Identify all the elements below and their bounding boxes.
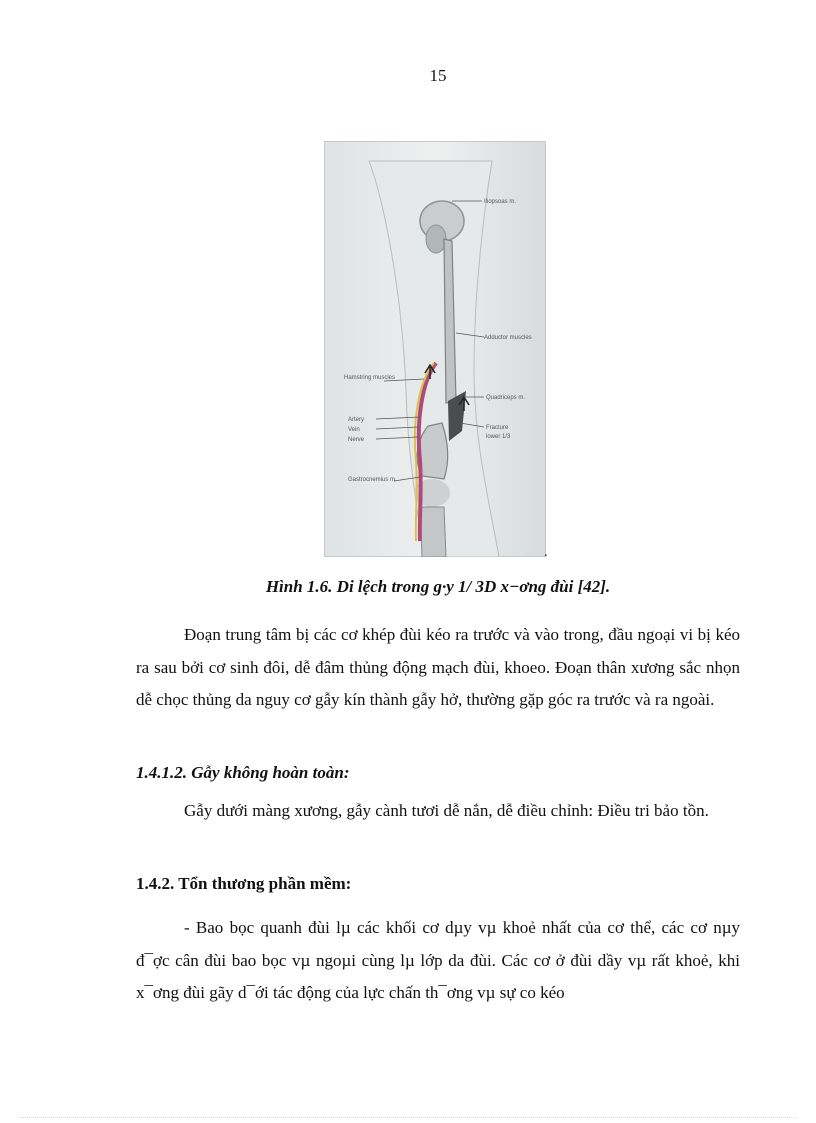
label-artery: Artery [348,417,365,423]
femur-fracture-illustration [324,141,546,557]
heading-incomplete-fracture: 1.4.1.2. Gẫy không hoàn toàn: [136,763,350,782]
paragraph-displacement-text: Đoạn trung tâm bị các cơ khép đùi kéo ra trước và vào trong, đầu ngoại vi bị kéo ra sau bởi cơ sinh đôi, dễ đâm thủng động mạch đùi, khoeo. Đoạn thân xương sắc nhọn dễ chọc thủng da nguy cơ gẫy kín thành gẫy hở, thường gặp góc ra trước và ra ngoài. [136,625,740,709]
paragraph-displacement [136,619,740,717]
label-iliopsoas: Iliopsoas m. [484,199,517,205]
label-quadriceps: Quadriceps m. [486,395,526,401]
paragraph-incomplete-fracture [136,795,740,828]
figure-dot: . [544,545,548,560]
page-bottom-border [20,1117,796,1118]
label-fracture-lower: lower 1/3 [486,434,511,440]
label-hamstring: Hamstring muscles [344,375,396,381]
femur-illustration-svg [324,141,546,557]
tibia [420,507,446,557]
label-adductor: Adductor muscles [484,335,532,341]
paragraph-incomplete-fracture-text: Gẫy dưới màng xương, gẫy cành tươi dễ nắn, dễ điều chỉnh: Điều tri bảo tồn. [184,801,709,820]
label-gastrocnemius: Gastrocnemius m. [348,477,397,483]
label-fracture: Fracture [486,425,509,431]
figure-caption: Hình 1.6. Di lệch trong g·y 1/ 3D x−ơng đùi [42]. [265,577,611,596]
label-vein: Vein [348,427,360,433]
label-nerve: Nerve [348,437,365,443]
paragraph-soft-tissue [136,912,740,1010]
heading-soft-tissue-injury: 1.4.2. Tổn thương phần mềm: [136,874,352,893]
paragraph-soft-tissue-text: - Bao bọc quanh đùi lµ các khối cơ dµy vµ khoẻ nhất của cơ thể, các cơ nµy đ¯ợc cân đùi bao bọc vµ ngoµi cùng lµ lớp da đùi. Các cơ ở đùi dầy vµ rất khoẻ, khi x¯ơng đùi gãy d¯ới tác động của lực chấn th¯ơng vµ sự co kéo [136,918,740,1002]
page-number: 15 [429,66,447,85]
